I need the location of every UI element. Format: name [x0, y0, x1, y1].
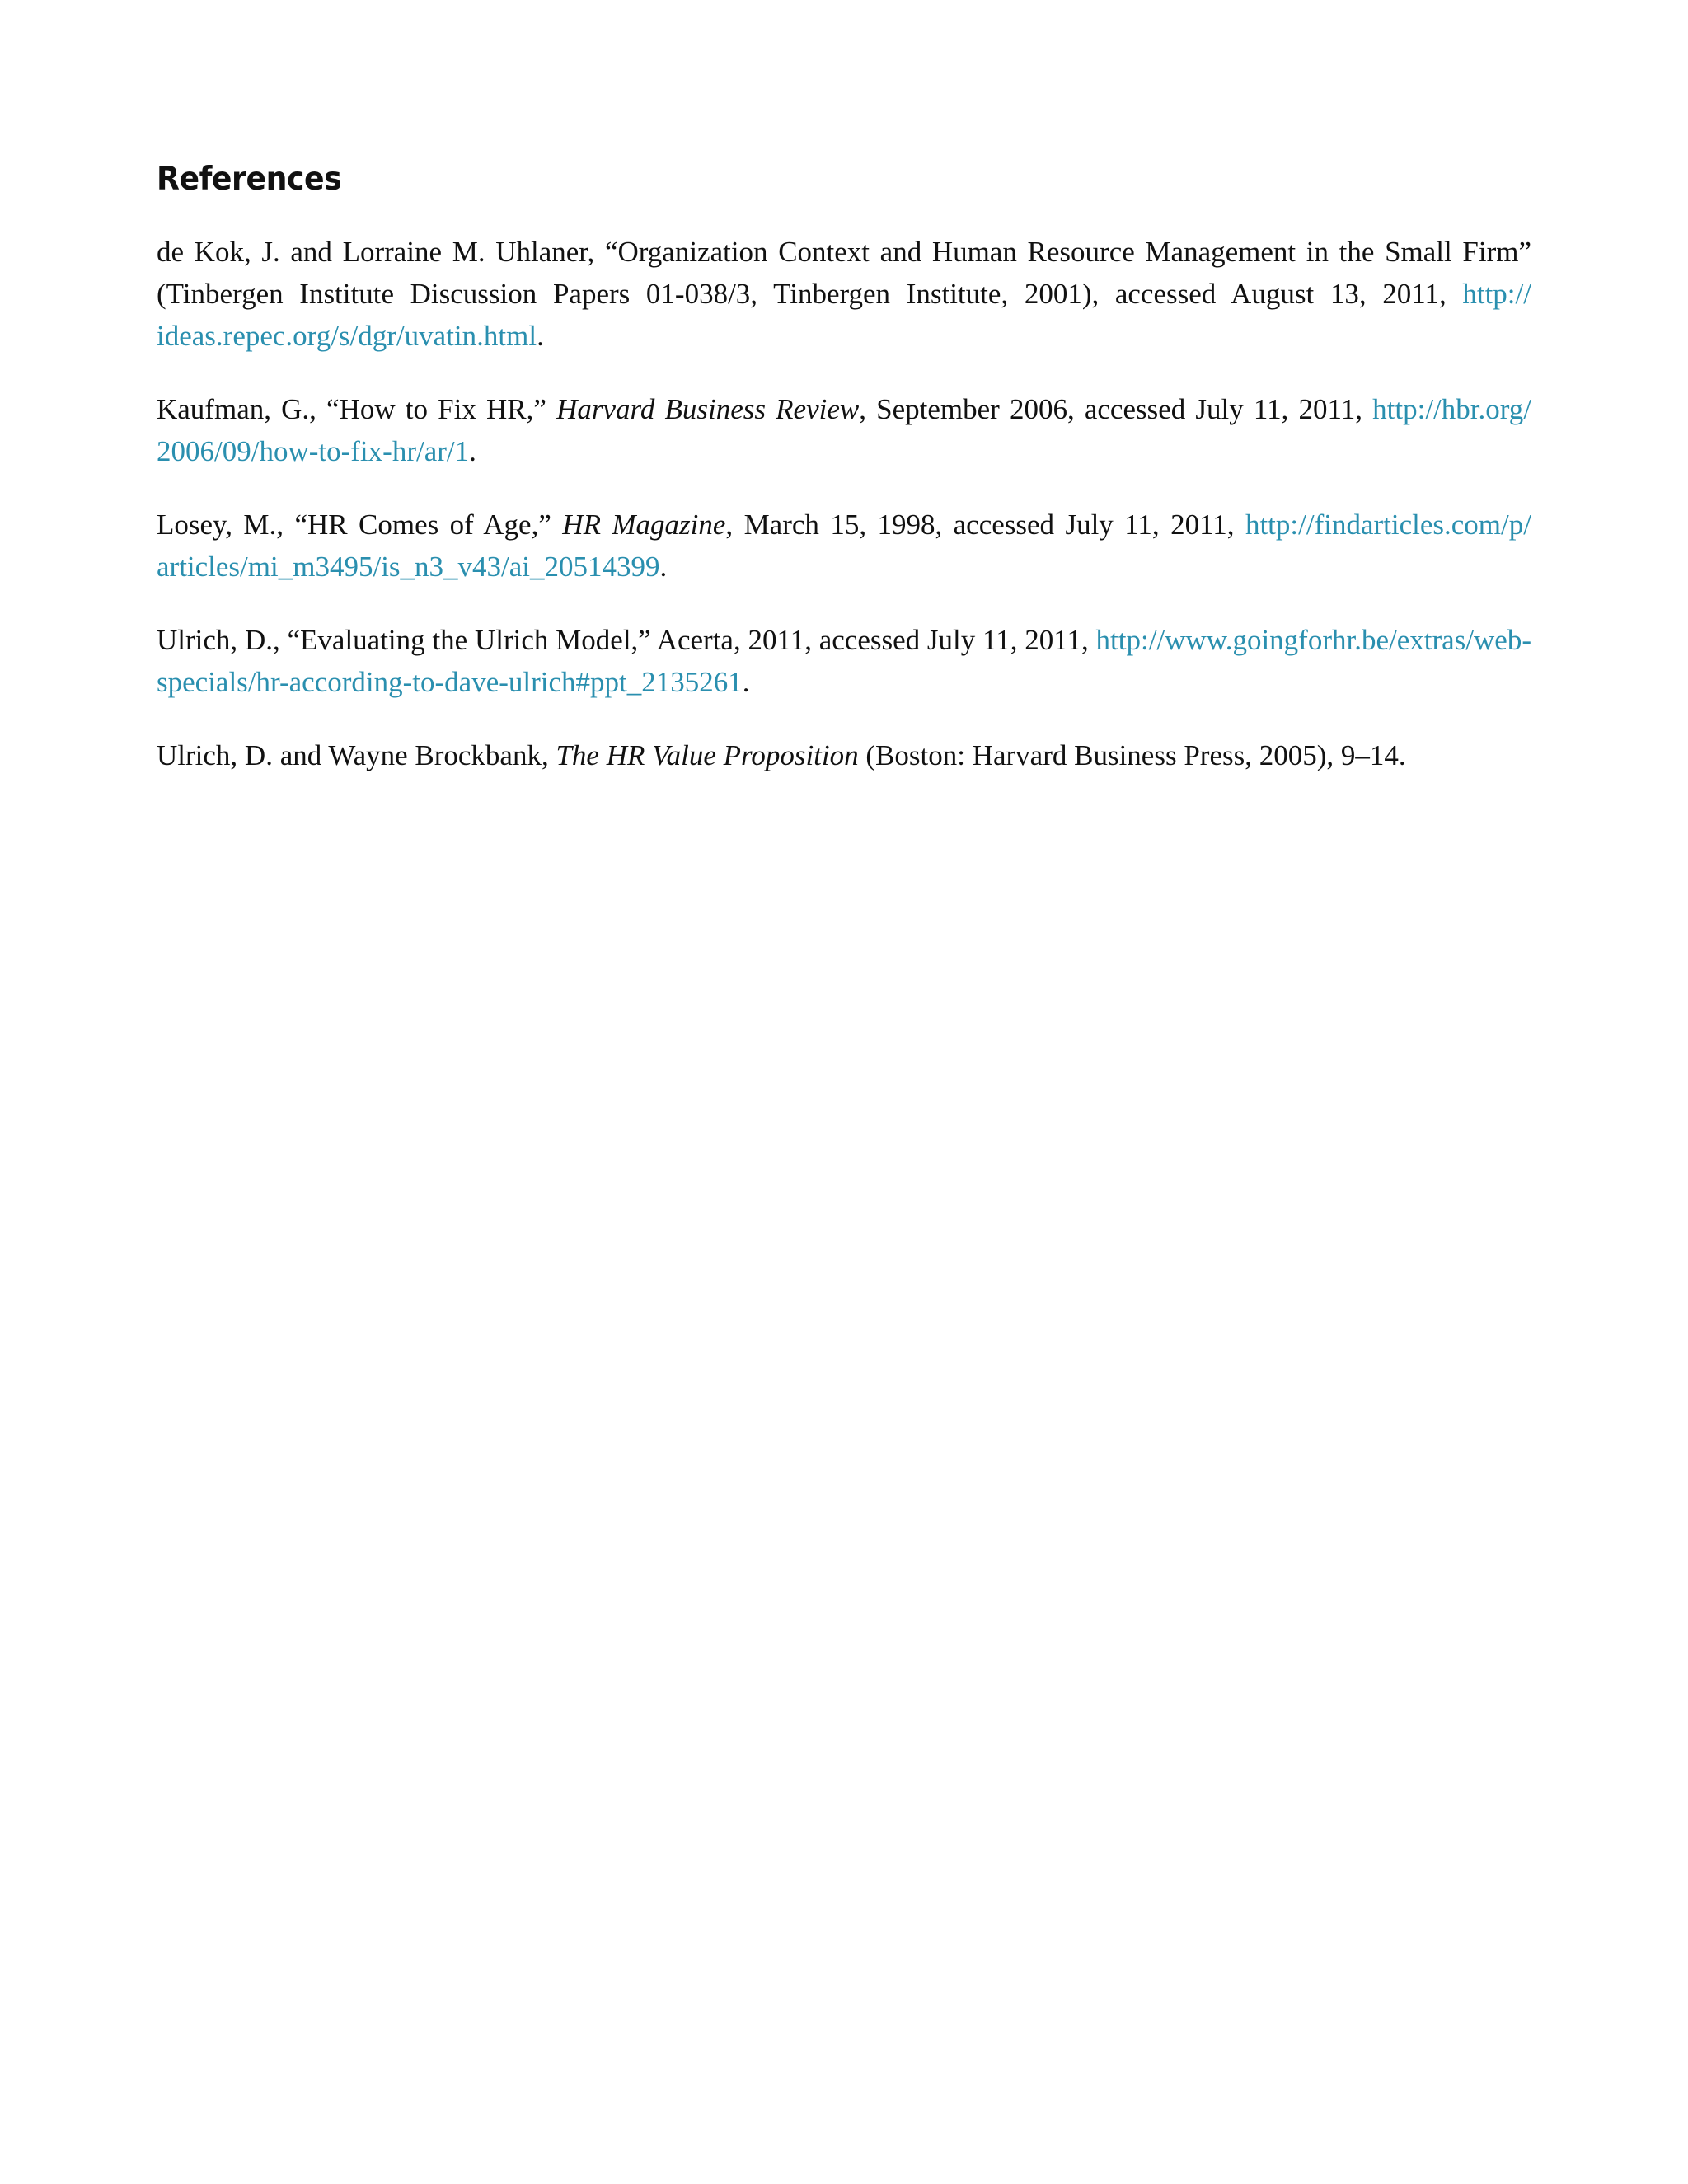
reference-punctuation: . — [659, 551, 668, 583]
page-content — [157, 161, 1531, 808]
reference-item — [157, 231, 1531, 357]
reference-publication: HR Magazine — [562, 509, 726, 541]
reference-item — [157, 388, 1531, 472]
reference-text: de Kok, J. and Lorraine M. Uhlaner, “Organization Context and Human Resource Management in the Small Firm” (Tinbergen Institute Discussion Papers 01-038/3, Tinbergen Institute, 2001), accessed August 13, 2011, — [157, 236, 1531, 310]
reference-text: , March 15, 1998, accessed July 11, 2011, — [725, 509, 1245, 541]
reference-punctuation: . — [742, 666, 750, 698]
reference-publication: The HR Value Proposition — [556, 739, 859, 771]
reference-text: Ulrich, D. and Wayne Brockbank, — [157, 739, 556, 771]
reference-link[interactable]: http://findarticles.com/p/articles/mi_m3495/is_n3_v43/ai_20514399 — [157, 509, 1531, 583]
reference-text: Kaufman, G., “How to Fix HR,” — [157, 393, 557, 425]
reference-item — [157, 619, 1531, 703]
reference-punctuation: . — [537, 320, 544, 352]
reference-item — [157, 734, 1531, 776]
reference-link[interactable]: http://ideas.repec.org/s/dgr/uvatin.html — [157, 278, 1531, 352]
reference-link[interactable]: http://hbr.org/2006/09/how-to-fix-hr/ar/1 — [157, 393, 1532, 467]
reference-text: Losey, M., “HR Comes of Age,” — [157, 509, 563, 541]
reference-text: , September 2006, accessed July 11, 2011, — [859, 393, 1373, 425]
reference-item — [157, 504, 1531, 588]
reference-link[interactable]: http://www.goingforhr.be/extras/web-specials/hr-according-to-dave-ulrich#ppt_2135261 — [157, 624, 1531, 698]
reference-publication: Harvard Business Review — [556, 393, 860, 425]
section-heading: References — [157, 161, 342, 198]
reference-punctuation: . — [469, 435, 476, 467]
reference-text: Ulrich, D., “Evaluating the Ulrich Model,” Acerta, 2011, accessed July 11, 2011, — [157, 624, 1096, 656]
reference-text: (Boston: Harvard Business Press, 2005), 9–14. — [858, 739, 1406, 771]
